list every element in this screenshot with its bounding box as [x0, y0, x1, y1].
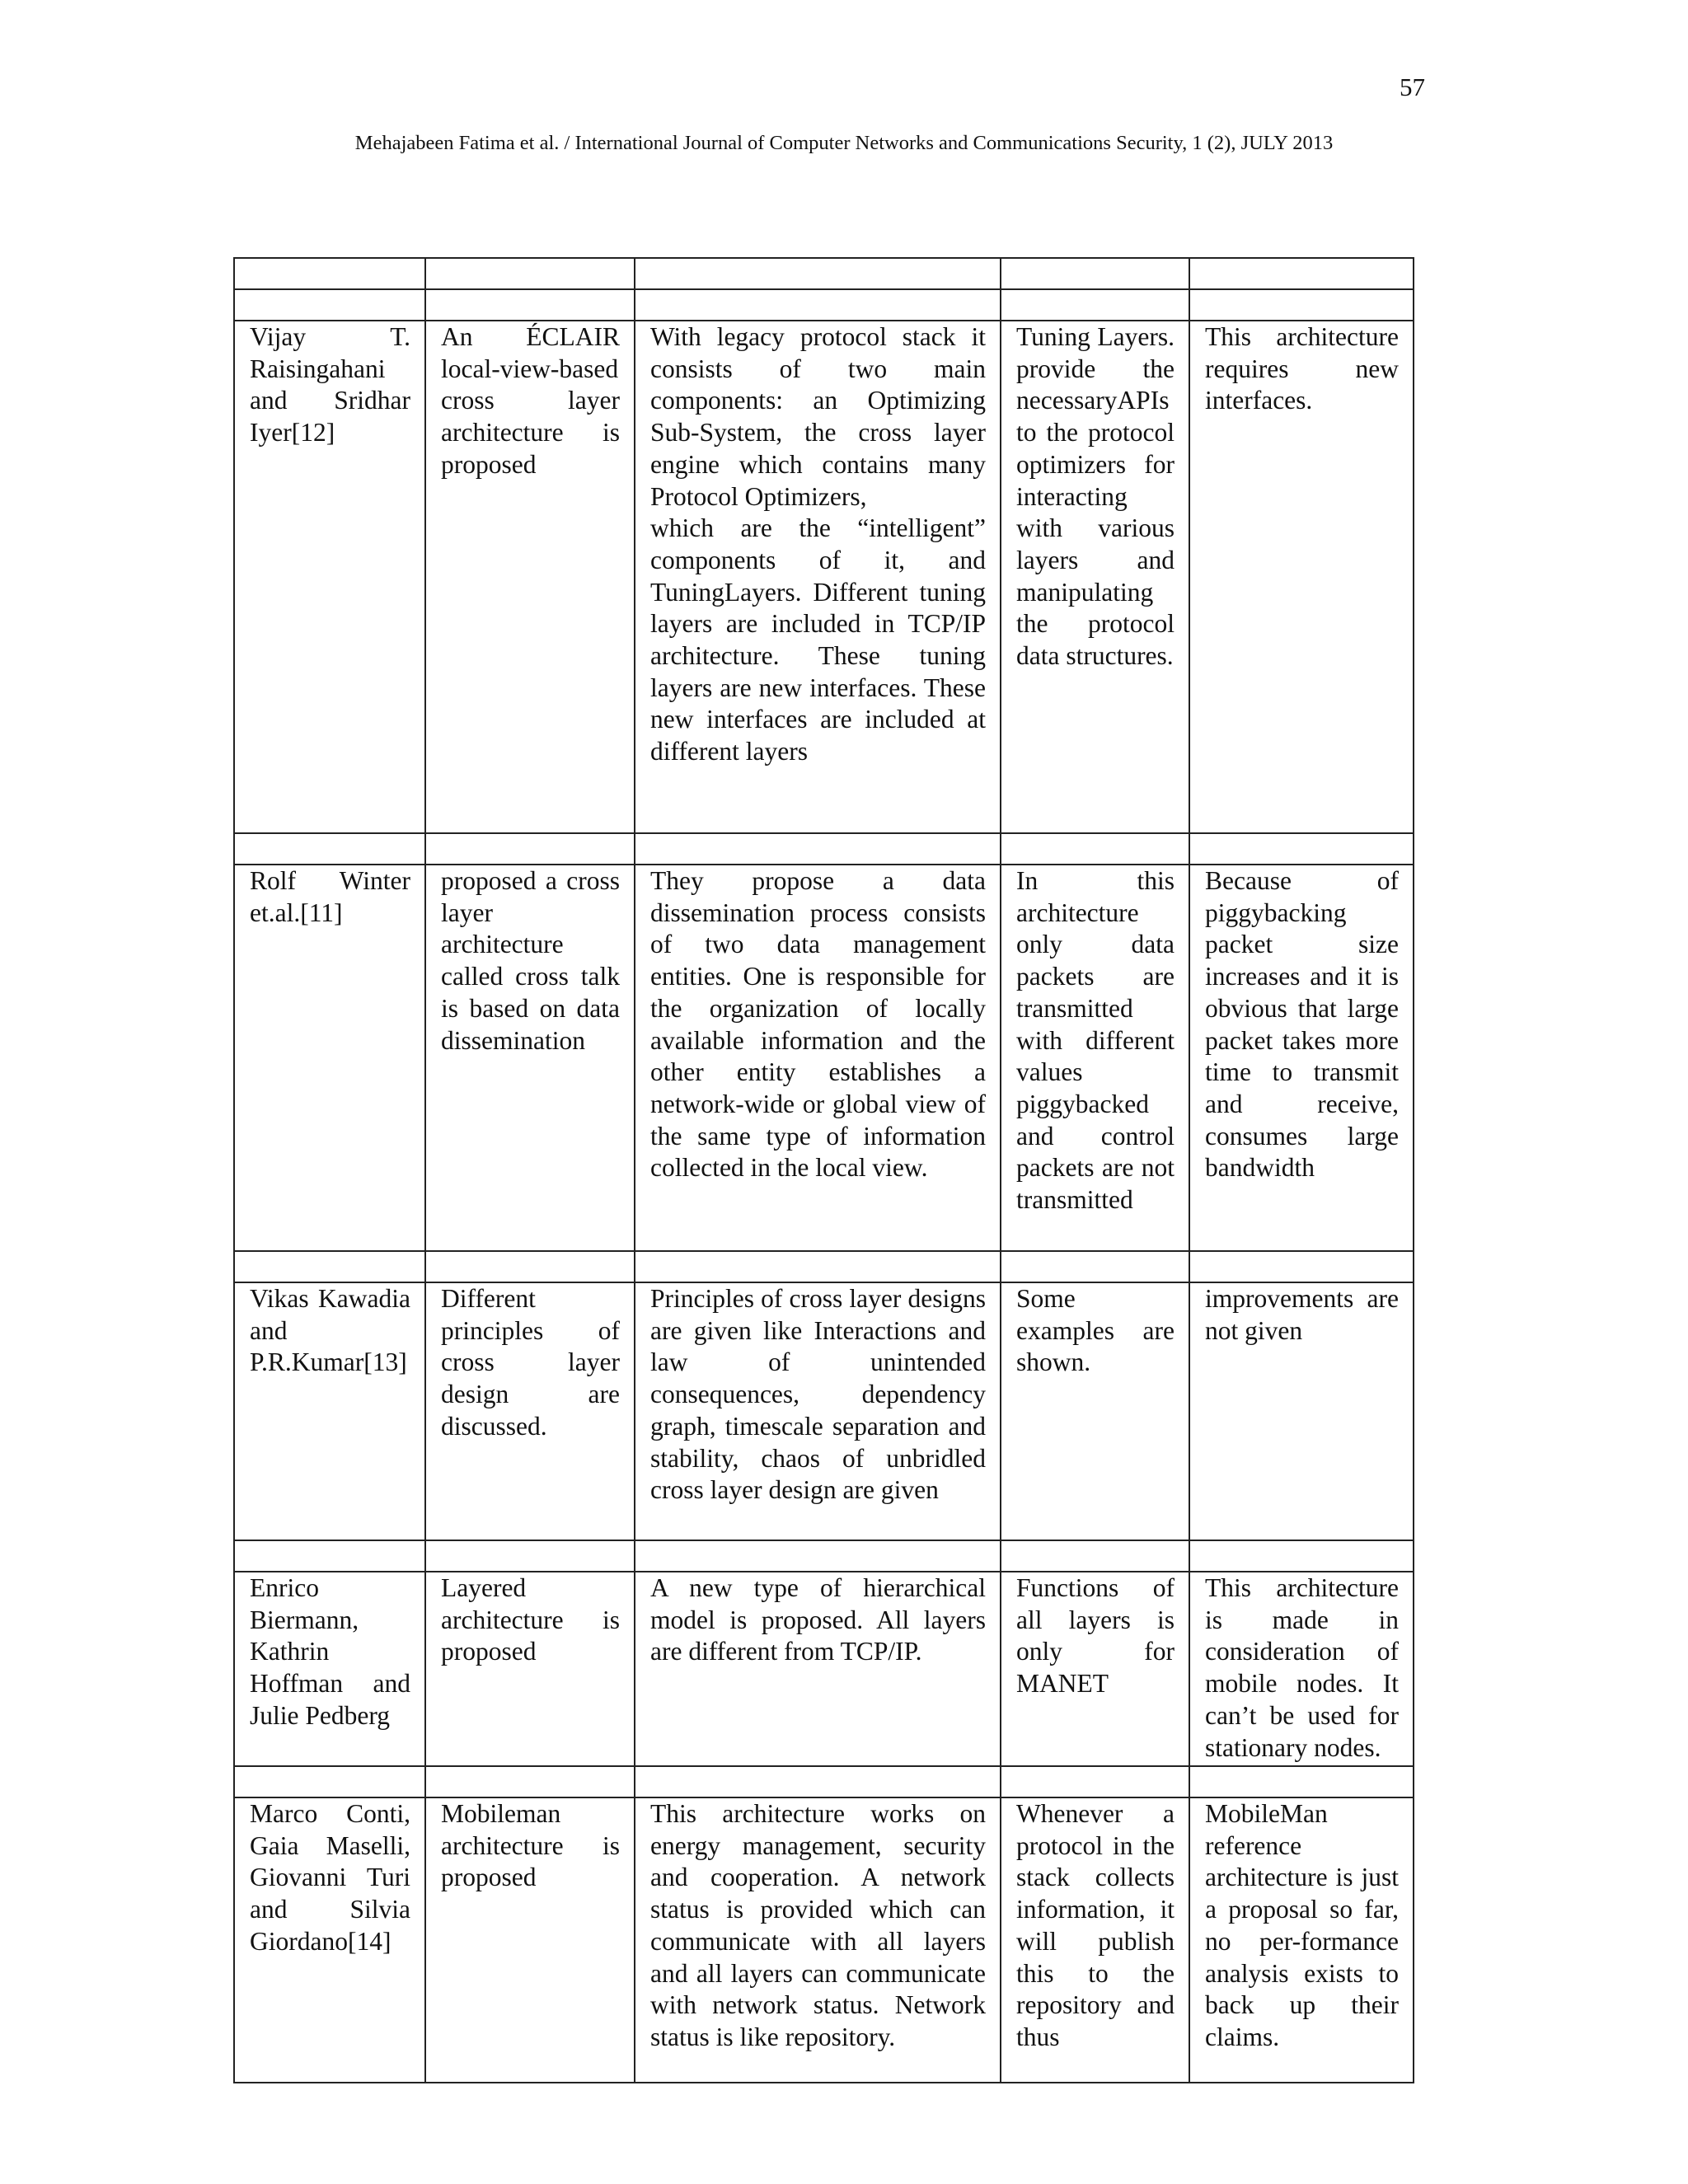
description-cell — [635, 1797, 1001, 2083]
proposal-text: Layered architecture is proposed — [441, 1573, 620, 1666]
interaction-cell — [1001, 865, 1189, 1251]
empty-row — [234, 833, 1414, 865]
empty-row — [234, 1540, 1414, 1572]
description-text: A new type of hierarchical model is proposed. All layers are different from TCP/IP. — [650, 1573, 986, 1666]
empty-cell — [1001, 833, 1189, 865]
description-cell — [635, 865, 1001, 1251]
table-row — [234, 865, 1414, 1251]
empty-cell — [234, 258, 425, 289]
empty-cell — [234, 1251, 425, 1282]
empty-row — [234, 289, 1414, 321]
proposal-cell — [425, 865, 635, 1251]
comparison-table — [233, 257, 1414, 2083]
empty-cell — [425, 1766, 635, 1797]
authors-text: Vijay T. Raisingahani and Sridhar Iyer[12] — [250, 322, 410, 448]
authors-cell — [234, 321, 425, 833]
description-text: This architecture works on energy management, security and cooperation. A network status is provided which can communicate with all layers and all layers can communicate with network status. Network status is like repository. — [650, 1799, 986, 2051]
limitation-cell — [1189, 1797, 1414, 2083]
proposal-text: proposed a cross layer architecture called cross talk is based on data dissemination — [441, 866, 620, 1055]
running-header: Mehajabeen Fatima et al. / International Journal of Computer Networks and Communications Security, 1 (2), JULY 2013 — [354, 132, 1334, 154]
empty-cell — [234, 1766, 425, 1797]
table-row — [234, 1282, 1414, 1540]
proposal-text: Different principles of cross layer design are discussed. — [441, 1284, 620, 1441]
empty-cell — [234, 289, 425, 321]
empty-cell — [425, 833, 635, 865]
empty-cell — [234, 1540, 425, 1572]
limitation-text: MobileMan reference architecture is just a proposal so far, no per-formance analysis exists to back up their claims. — [1205, 1799, 1399, 2051]
proposal-cell — [425, 1282, 635, 1540]
empty-cell — [234, 833, 425, 865]
table-row — [234, 321, 1414, 833]
description-text: They propose a data dissemination process consists of two data management entities. One is responsible for the organization of locally available information and the other entity establishes a network-wide or global view of the same type of information collected in the local view. — [650, 866, 986, 1183]
proposal-cell — [425, 321, 635, 833]
table-row — [234, 1797, 1414, 2083]
description-cell — [635, 1282, 1001, 1540]
empty-cell — [425, 258, 635, 289]
empty-cell — [1189, 258, 1414, 289]
description-cell — [635, 1572, 1001, 1766]
limitation-text: This architecture requires new interfaces. — [1205, 322, 1399, 415]
limitation-text: This architecture is made in consideration of mobile nodes. It can’t be used for stationary nodes. — [1205, 1573, 1399, 1762]
comparison-table-wrapper — [233, 257, 1414, 2083]
empty-cell — [1189, 833, 1414, 865]
empty-cell — [1001, 289, 1189, 321]
description-text: With legacy protocol stack it consists of two main components: an Optimizing Sub-System, the cross layer engine which contains many Protocol Optimizers, — [650, 322, 986, 511]
empty-cell — [1189, 1540, 1414, 1572]
limitation-text: Because of piggybacking packet size increases and it is obvious that large packet takes more time to transmit and receive, consumes large bandwidth — [1205, 866, 1399, 1183]
interaction-cell — [1001, 321, 1189, 833]
empty-cell — [1001, 1766, 1189, 1797]
authors-text: Enrico Biermann, Kathrin Hoffman and Julie Pedberg — [250, 1573, 410, 1730]
description-cell — [635, 321, 1001, 833]
empty-cell — [635, 289, 1001, 321]
authors-cell — [234, 865, 425, 1251]
description-text: Principles of cross layer designs are given like Interactions and law of unintended consequences, dependency graph, timescale separation and stability, chaos of unbridled cross layer design are given — [650, 1284, 986, 1505]
empty-cell — [1001, 1540, 1189, 1572]
empty-cell — [1189, 1251, 1414, 1282]
authors-text: Vikas Kawadia and P.R.Kumar[13] — [250, 1284, 410, 1377]
empty-cell — [635, 258, 1001, 289]
interaction-text: Functions of all layers is only for MANET — [1016, 1573, 1175, 1699]
proposal-text: Mobileman architecture is proposed — [441, 1799, 620, 1892]
interaction-text: In this architecture only data packets are transmitted with different values piggybacked and control packets are not transmitted — [1016, 866, 1175, 1215]
interaction-text: Some examples are shown. — [1016, 1284, 1175, 1377]
empty-cell — [425, 1251, 635, 1282]
empty-cell — [635, 1540, 1001, 1572]
empty-cell — [1189, 1766, 1414, 1797]
proposal-cell — [425, 1572, 635, 1766]
page-number: 57 — [1400, 73, 1425, 101]
interaction-cell — [1001, 1282, 1189, 1540]
empty-row — [234, 258, 1414, 289]
limitation-text: improvements are not given — [1205, 1284, 1399, 1345]
authors-text: Marco Conti, Gaia Maselli, Giovanni Turi and Silvia Giordano[14] — [250, 1799, 410, 1956]
interaction-cell — [1001, 1572, 1189, 1766]
limitation-cell — [1189, 865, 1414, 1251]
proposal-cell — [425, 1797, 635, 2083]
interaction-text: Tuning Layers. provide the necessaryAPIs to the protocol optimizers for interacting with various layers and manipulating the protocol data structures. — [1016, 322, 1175, 671]
description-continuation-text: which are the “intelligent” components of it, and TuningLayers. Different tuning layers are included in TCP/IP architecture. These tuning layers are new interfaces. These new interfaces are included at different layers — [650, 513, 986, 766]
empty-cell — [1189, 289, 1414, 321]
limitation-cell — [1189, 1282, 1414, 1540]
empty-cell — [635, 1766, 1001, 1797]
empty-row — [234, 1766, 1414, 1797]
limitation-cell — [1189, 1572, 1414, 1766]
empty-cell — [425, 1540, 635, 1572]
interaction-text: Whenever a protocol in the stack collects information, it will publish this to the repository and thus — [1016, 1799, 1175, 2051]
empty-cell — [635, 833, 1001, 865]
empty-cell — [635, 1251, 1001, 1282]
authors-cell — [234, 1797, 425, 2083]
authors-cell — [234, 1282, 425, 1540]
authors-cell — [234, 1572, 425, 1766]
authors-text: Rolf Winter et.al.[11] — [250, 866, 410, 927]
empty-cell — [1001, 258, 1189, 289]
empty-cell — [1001, 1251, 1189, 1282]
limitation-cell — [1189, 321, 1414, 833]
empty-cell — [425, 289, 635, 321]
empty-row — [234, 1251, 1414, 1282]
interaction-cell — [1001, 1797, 1189, 2083]
table-row — [234, 1572, 1414, 1766]
proposal-text: An ÉCLAIR local-view-based cross layer architecture is proposed — [441, 322, 620, 479]
